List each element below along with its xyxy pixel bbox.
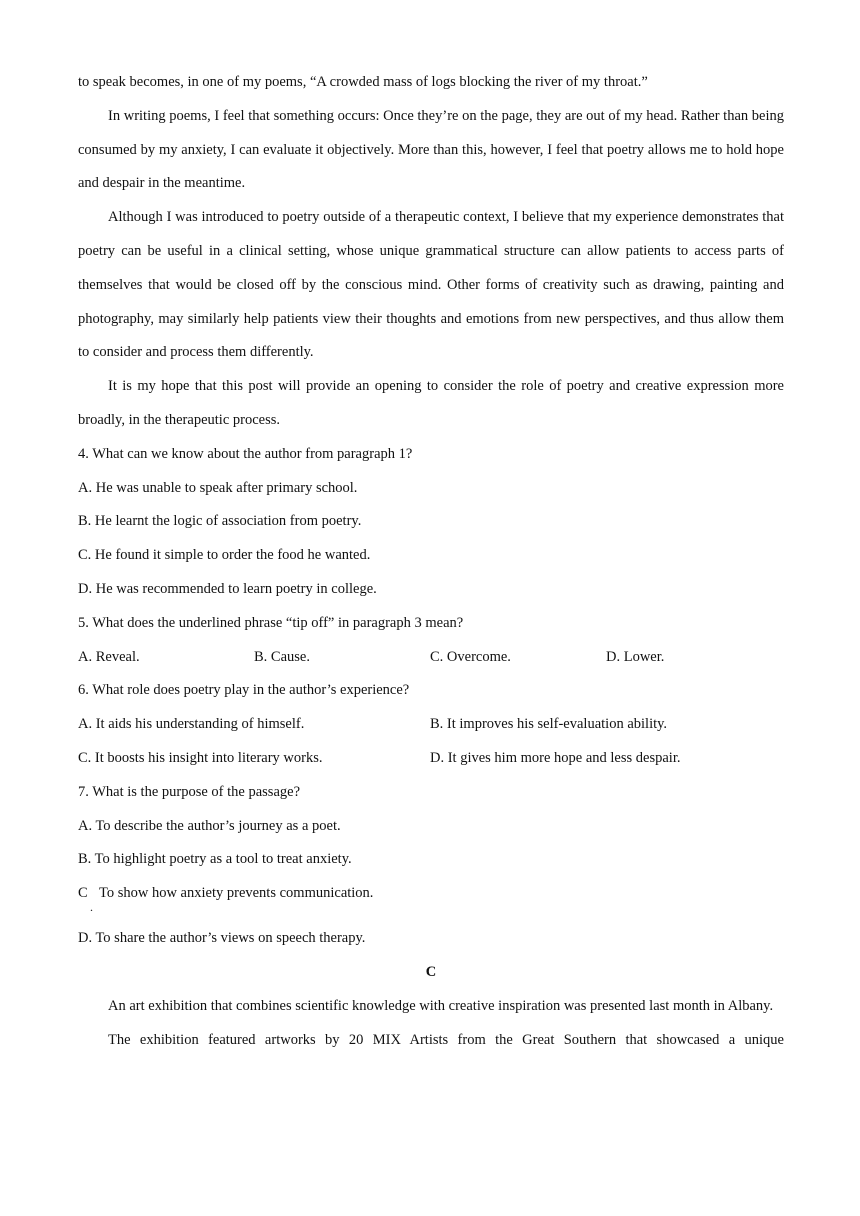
- question-6-option-d: D. It gives him more hope and less despair.: [430, 749, 681, 766]
- passage-b-paragraph-although: Although I was introduced to poetry outside of a therapeutic context, I believe that my experience demonstrates that poetry can be useful in a clinical setting, whose unique grammatical structure can allow patients to access parts of themselves that would be closed off by the conscious mind. Other forms of creativity such as drawing, painting and photography, may similarly help patients view their thoughts and emotions from new perspectives, and thus allow them to consider and process them differently.: [78, 209, 784, 361]
- question-5-stem: 5. What does the underlined phrase “tip off” in paragraph 3 mean?: [78, 614, 464, 631]
- question-7-option-d: D. To share the author’s views on speech therapy.: [78, 930, 366, 947]
- question-7-option-b: B. To highlight poetry as a tool to treat anxiety.: [78, 851, 352, 868]
- passage-c-paragraph-1: An art exhibition that combines scientific knowledge with creative inspiration was presented last month in Albany.: [108, 997, 774, 1014]
- passage-c-paragraph-2: The exhibition featured artworks by 20 MIX Artists from the Great Southern that showcased a unique: [108, 1031, 784, 1048]
- question-4-option-a: A. He was unable to speak after primary school.: [78, 479, 358, 496]
- question-6-option-b: B. It improves his self-evaluation ability.: [430, 716, 668, 733]
- question-7-option-c: [78, 877, 784, 922]
- question-7-option-c-label: C: [78, 885, 88, 902]
- question-5-options: [78, 641, 784, 675]
- question-6-option-a: A. It aids his understanding of himself.: [78, 716, 305, 733]
- question-4-stem: 4. What can we know about the author from paragraph 1?: [78, 445, 413, 462]
- question-5-option-d: D. Lower.: [606, 648, 665, 665]
- passage-b-paragraph-hope: It is my hope that this post will provide an opening to consider the role of poetry and creative expression more broadly, in the therapeutic process.: [78, 378, 784, 428]
- question-5-option-c: C. Overcome.: [430, 648, 511, 665]
- question-4-option-c: C. He found it simple to order the food he wanted.: [78, 547, 371, 564]
- question-7-option-c-dot: .: [90, 900, 93, 915]
- question-6-options-row-2: [78, 742, 784, 776]
- passage-c-heading: C: [425, 963, 437, 980]
- question-4-option-b: B. He learnt the logic of association from poetry.: [78, 513, 362, 530]
- question-7-option-a: A. To describe the author’s journey as a poet.: [78, 817, 341, 834]
- question-5-option-a: A. Reveal.: [78, 648, 140, 665]
- passage-b-lead-line: to speak becomes, in one of my poems, “A crowded mass of logs blocking the river of my throat.”: [78, 74, 648, 90]
- question-5-option-b: B. Cause.: [254, 648, 310, 665]
- question-7-option-c-text: To show how anxiety prevents communication.: [99, 885, 374, 902]
- question-6-stem: 6. What role does poetry play in the author’s experience?: [78, 682, 410, 699]
- document-page: [78, 66, 784, 1057]
- question-6-options-row-1: [78, 708, 784, 742]
- question-7-stem: 7. What is the purpose of the passage?: [78, 783, 301, 800]
- passage-b-paragraph-writing: In writing poems, I feel that something occurs: Once they’re on the page, they are out of my head. Rather than being consumed by my anxiety, I can evaluate it objectively. More than this, however, I feel that poetry allows me to hold hope and despair in the meantime.: [78, 107, 784, 192]
- question-6-option-c: C. It boosts his insight into literary works.: [78, 749, 323, 766]
- question-4-option-d: D. He was recommended to learn poetry in college.: [78, 580, 377, 597]
